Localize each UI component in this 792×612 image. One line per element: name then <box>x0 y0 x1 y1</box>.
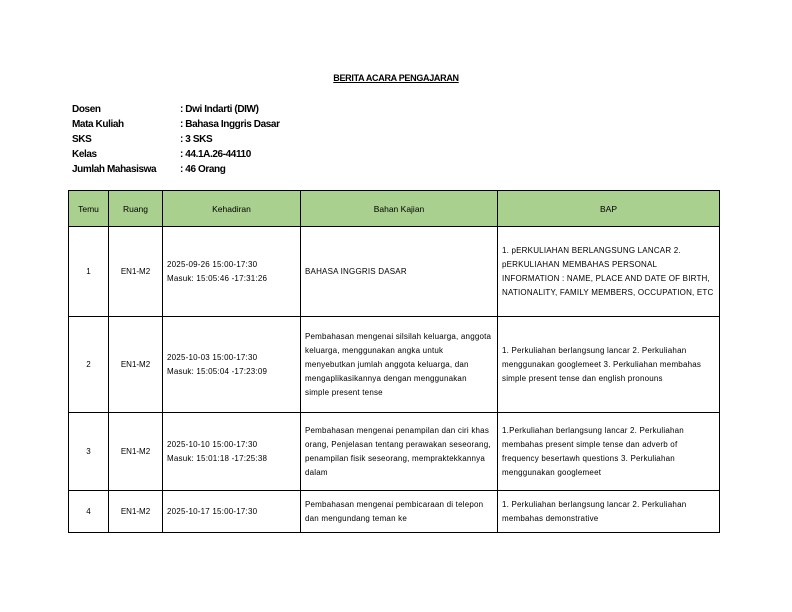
ruang-cell: EN1-M2 <box>109 491 163 533</box>
info-value: : 44.1A.26-44110 <box>180 149 251 160</box>
kehadiran-masuk: Masuk: 15:05:46 -17:31:26 <box>167 273 268 283</box>
info-value: : 46 Orang <box>180 164 226 175</box>
info-label: Kelas <box>72 149 97 160</box>
table-row <box>69 413 720 491</box>
header-kehadiran: Kehadiran <box>163 191 301 227</box>
info-label: Dosen <box>72 104 101 115</box>
header-ruang: Ruang <box>109 191 163 227</box>
temu-cell: 1 <box>69 227 109 317</box>
info-label: SKS <box>72 134 92 145</box>
info-row-kelas <box>72 147 280 162</box>
info-value: : Bahasa Inggris Dasar <box>180 119 280 130</box>
kehadiran-masuk: Masuk: 15:05:04 -17:23:09 <box>167 366 268 376</box>
bap-cell: 1. pERKULIAHAN BERLANGSUNG LANCAR 2. pERKULIAHAN MEMBAHAS PERSONAL INFORMATION : NAME, PLACE AND DATE OF BIRTH, NATIONALITY, FAMILY MEMBERS, OCCUPATION, ETC <box>498 227 720 317</box>
info-value: : 3 SKS <box>180 134 213 145</box>
bahan-kajian-cell: Pembahasan mengenai pembicaraan di telepon dan mengundang teman ke <box>301 491 498 533</box>
info-label: Jumlah Mahasiswa <box>72 164 157 175</box>
info-value: : Dwi Indarti (DIW) <box>180 104 259 115</box>
info-row-dosen <box>72 102 280 117</box>
kehadiran-cell <box>163 317 301 413</box>
bap-cell: 1.Perkuliahan berlangsung lancar 2. Perkuliahan membahas present simple tense dan adverb of frequency besertawh questions 3. Perkuliahan menggunakan googlemeet <box>498 413 720 491</box>
header-temu: Temu <box>69 191 109 227</box>
bahan-kajian-cell: BAHASA INGGRIS DASAR <box>301 227 498 317</box>
info-row-sks <box>72 132 280 147</box>
temu-cell: 2 <box>69 317 109 413</box>
info-row-mata-kuliah <box>72 117 280 132</box>
kehadiran-cell <box>163 413 301 491</box>
temu-cell: 3 <box>69 413 109 491</box>
kehadiran-jadwal: 2025-10-17 15:00-17:30 <box>167 506 258 516</box>
table-row <box>69 227 720 317</box>
header-bahan-kajian: Bahan Kajian <box>301 191 498 227</box>
ruang-cell: EN1-M2 <box>109 413 163 491</box>
bap-cell: 1. Perkuliahan berlangsung lancar 2. Perkuliahan membahas demonstrative <box>498 491 720 533</box>
kehadiran-cell <box>163 227 301 317</box>
document-title: BERITA ACARA PENGAJARAN <box>333 73 459 83</box>
ruang-cell: EN1-M2 <box>109 317 163 413</box>
kehadiran-masuk: Masuk: 15:01:18 -17:25:38 <box>167 453 268 463</box>
table-row <box>69 491 720 533</box>
temu-cell: 4 <box>69 491 109 533</box>
table-row <box>69 317 720 413</box>
kehadiran-jadwal: 2025-10-10 15:00-17:30 <box>167 439 258 449</box>
kehadiran-jadwal: 2025-09-26 15:00-17:30 <box>167 259 258 269</box>
attendance-table <box>68 190 720 533</box>
ruang-cell: EN1-M2 <box>109 227 163 317</box>
table-header-row <box>69 191 720 227</box>
course-info <box>72 102 280 177</box>
info-row-jumlah-mahasiswa <box>72 162 280 177</box>
header-bap: BAP <box>498 191 720 227</box>
kehadiran-cell <box>163 491 301 533</box>
bahan-kajian-cell: Pembahasan mengenai penampilan dan ciri khas orang, Penjelasan tentang perawakan seseorang, penampilan fisik seseorang, mempraktekkannya dalam <box>301 413 498 491</box>
bahan-kajian-cell: Pembahasan mengenai silsilah keluarga, anggota keluarga, menggunakan angka untuk menyebutkan jumlah anggota keluarga, dan mengaplikasikannya dengan menggunakan simple present tense <box>301 317 498 413</box>
info-label: Mata Kuliah <box>72 119 124 130</box>
kehadiran-jadwal: 2025-10-03 15:00-17:30 <box>167 352 258 362</box>
bap-cell: 1. Perkuliahan berlangsung lancar 2. Perkuliahan menggunakan googlemeet 3. Perkuliahan membahas simple present tense dan english pronouns <box>498 317 720 413</box>
